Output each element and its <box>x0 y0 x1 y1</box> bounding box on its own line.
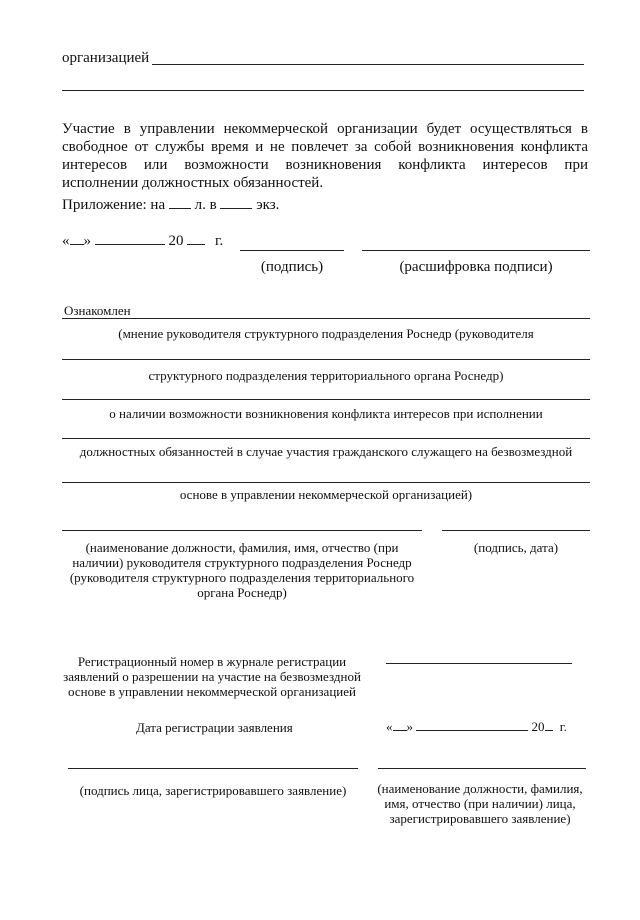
date-month-field <box>95 244 165 245</box>
registration-date-label: Дата регистрации заявления <box>136 720 293 735</box>
opinion-rule-1 <box>62 359 590 360</box>
appendix-line <box>62 197 279 214</box>
opinion-line-3: о наличии возможности возникновения конфликта интересов при исполнении <box>109 406 543 421</box>
registration-year-suffix: г. <box>559 719 567 734</box>
registration-day-field <box>393 730 407 731</box>
date-line <box>62 233 223 250</box>
opinion-line-2: структурного подразделения территориального органа Роснедр) <box>148 368 504 383</box>
registration-year-field <box>545 730 553 731</box>
participation-statement: Участие в управлении некоммерческой организации будет осуществляться в свободное от службы время и не повлечет за собой возникновения конфликта интересов или возможности возникновения конфликта интересов при исполнении должностных обязанностей. <box>62 121 588 191</box>
registration-date-open: « <box>386 719 393 734</box>
signature-decoding-line <box>362 250 590 251</box>
date-year-suffix: г. <box>215 233 224 249</box>
organization-field-line-2 <box>62 90 584 91</box>
signature-decoding-label: (расшифровка подписи) <box>399 259 553 275</box>
registration-month-field <box>416 730 528 731</box>
organization-field-line <box>152 64 584 65</box>
date-close-quote: » <box>83 233 91 249</box>
opinion-rule-4 <box>62 482 590 483</box>
organization-label: организацией <box>62 50 150 66</box>
acquainted-line <box>62 318 590 319</box>
opinion-rule-3 <box>62 438 590 439</box>
manager-signature-caption: (подпись, дата) <box>473 540 559 555</box>
date-day-field <box>70 244 84 245</box>
signature-label: (подпись) <box>260 259 324 275</box>
opinion-rule-2 <box>62 399 590 400</box>
registrar-name-caption: (наименование должности, фамилия, имя, отчество (при наличии) лица, зарегистрировавшего заявление) <box>377 781 583 826</box>
registration-date-close: » <box>406 719 413 734</box>
registration-year: 20 <box>531 719 545 734</box>
opinion-line-4: должностных обязанностей в случае участия гражданского служащего на безвозмездной <box>79 444 573 459</box>
registration-date-line <box>386 719 567 734</box>
registration-number-line <box>386 663 572 664</box>
appendix-copies-field <box>220 208 252 209</box>
appendix-suffix: экз. <box>256 197 280 213</box>
appendix-pages-field <box>169 208 191 209</box>
acquainted-label: Ознакомлен <box>64 303 131 318</box>
appendix-prefix: Приложение: на <box>62 197 166 213</box>
registration-number-label: Регистрационный номер в журнале регистрации заявлений о разрешении на участие на безвозмездной основе в управлении некоммерческой организацией <box>63 654 361 699</box>
appendix-mid: л. в <box>194 197 217 213</box>
signature-line <box>240 250 344 251</box>
date-year: 20 <box>168 233 184 249</box>
manager-signature-line <box>442 530 590 531</box>
date-year-field <box>187 244 205 245</box>
opinion-line-1: (мнение руководителя структурного подразделения Роснедр (руководителя <box>118 326 534 341</box>
manager-name-line <box>62 530 422 531</box>
registrar-signature-line <box>68 768 358 769</box>
manager-caption: (наименование должности, фамилия, имя, отчество (при наличии) руководителя структурного подразделения Роснедр (руководителя структурного подразделения территориального органа Роснедр) <box>69 540 415 600</box>
registrar-name-line <box>378 768 586 769</box>
registrar-signature-caption: (подпись лица, зарегистрировавшего заявление) <box>79 783 347 798</box>
opinion-line-5: основе в управлении некоммерческой организацией) <box>179 487 473 502</box>
date-open-quote: « <box>62 233 70 249</box>
